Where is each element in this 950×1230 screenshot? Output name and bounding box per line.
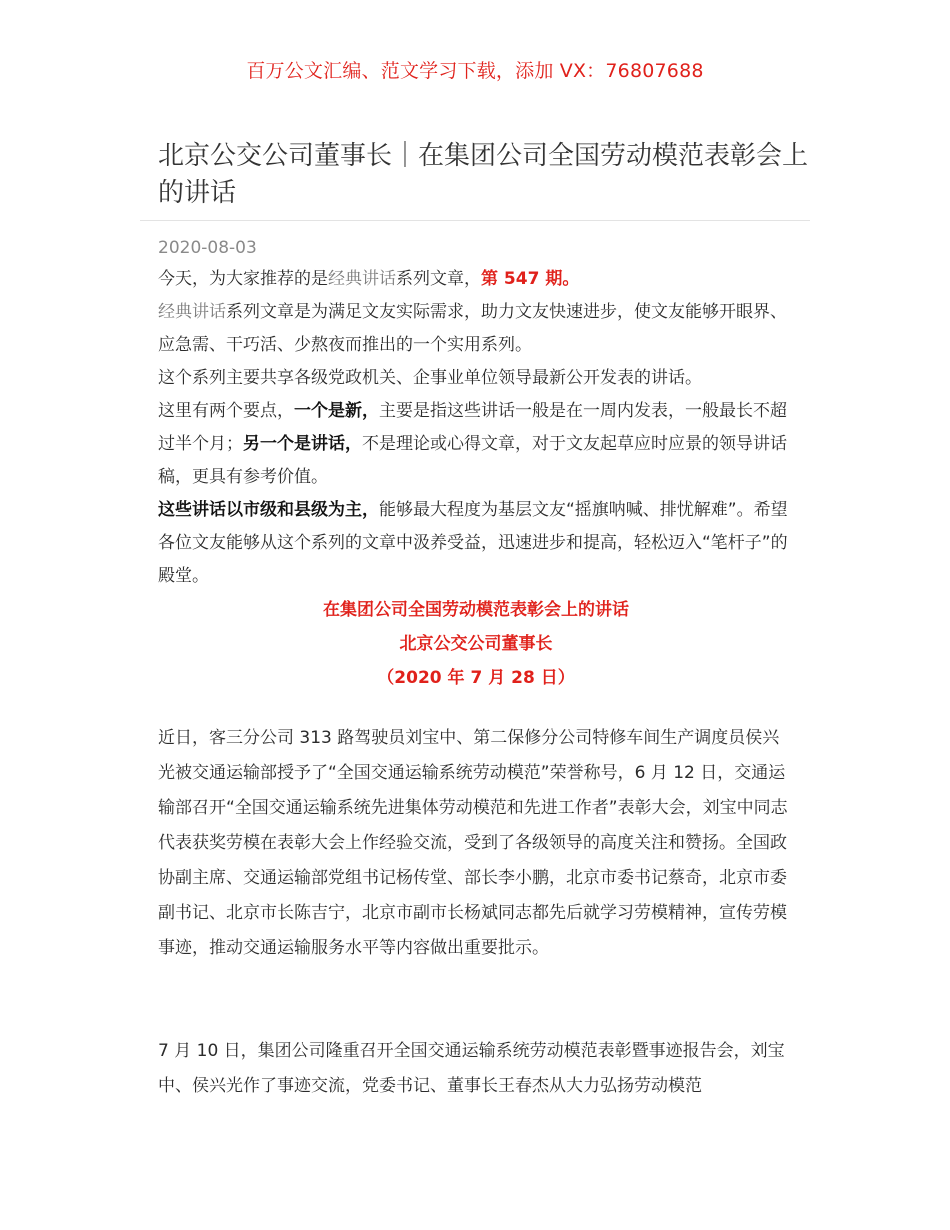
- intro-paragraph-3: 这个系列主要共享各级党政机关、企事业单位领导最新公开发表的讲话。: [158, 368, 702, 388]
- intro-paragraph-1: [158, 263, 794, 296]
- speech-paragraph-1: 近日，客三分公司 313 路驾驶员刘宝中、第二保修分公司特修车间生产调度员侯兴光被交通运输部授予了“全国交通运输系统劳动模范”荣誉称号，6 月 12 日，交通运输部召开“全国交通运输系统先进集体劳动模范和先进工作者”表彰大会，刘宝中同志代表获奖劳模在表彰大会上作经验交流，受到了各级领导的高度关注和赞扬。全国政协副主席、交通运输部党组书记杨传堂、部长李小鹏，北京市委书记蔡奇，北京市委副书记、北京市长陈吉宁，北京市副市长杨斌同志都先后就学习劳模精神，宣传劳模事迹，推动交通运输服务水平等内容做出重要批示。: [158, 728, 788, 958]
- intro-text: 不是理论或心得文章，对于文友起草应时应景的领导讲话稿，更具有参考价值。: [158, 434, 787, 487]
- article-title: 北京公交公司董事长｜在集团公司全国劳动模范表彰会上的讲话: [158, 141, 809, 208]
- speech-speaker: 北京公交公司董事长: [399, 634, 553, 654]
- title-divider: [140, 220, 810, 221]
- article-date: 2020-08-03: [158, 238, 257, 258]
- key-point-speech: 另一个是讲话，: [243, 434, 362, 454]
- intro-paragraph-4: [158, 395, 794, 494]
- intro-text: 能够最大程度为基层文友“摇旗呐喊、排忧解难”。希望各位文友能够从这个系列的文章中汲养受益，迅速进步和提高，轻松迈入“笔杆子”的殿堂。: [158, 500, 788, 586]
- top-banner: 百万公文汇编、范文学习下载，添加 VX：76807688: [246, 60, 704, 82]
- series-name: 经典讲话: [328, 269, 396, 289]
- series-name: 经典讲话: [158, 302, 226, 322]
- intro-text: 今天，为大家推荐的是: [158, 269, 328, 289]
- speech-date: （2020 年 7 月 28 日）: [377, 668, 575, 688]
- intro-text: 这里有两个要点，: [158, 401, 294, 421]
- key-point-new: 一个是新，: [294, 401, 379, 421]
- intro-text: 系列文章是为满足文友实际需求，助力文友快速进步，使文友能够开眼界、应急需、干巧活、少熬夜而推出的一个实用系列。: [158, 302, 787, 355]
- speech-title: 在集团公司全国劳动模范表彰会上的讲话: [323, 600, 629, 620]
- intro-paragraph-2: [158, 296, 794, 362]
- key-point-level: 这些讲话以市级和县级为主，: [158, 500, 379, 520]
- intro-text: 主要是指这些讲话一般是在一周内发表，一般最长不超过半个月；: [158, 401, 787, 454]
- intro-text: 系列文章，: [396, 269, 481, 289]
- issue-number: 第 547 期。: [481, 269, 580, 289]
- speech-paragraph-2: 7 月 10 日，集团公司隆重召开全国交通运输系统劳动模范表彰暨事迹报告会，刘宝中、侯兴光作了事迹交流，党委书记、董事长王春杰从大力弘扬劳动模范: [158, 1041, 785, 1096]
- intro-section: [158, 263, 794, 695]
- intro-paragraph-5: [158, 494, 794, 593]
